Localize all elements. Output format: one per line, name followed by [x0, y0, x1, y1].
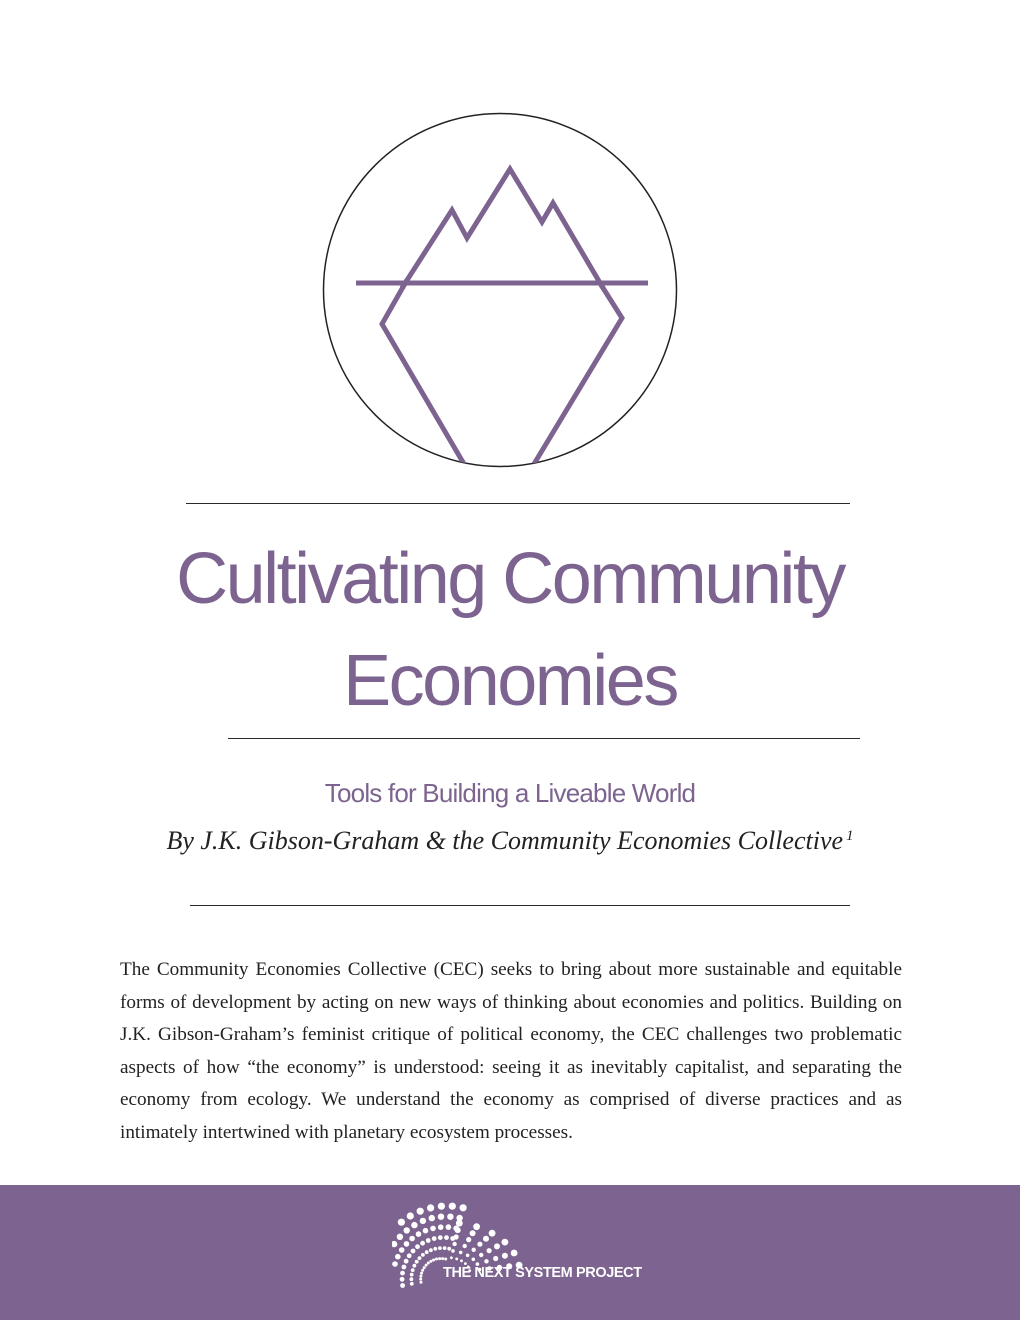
logo-dot [415, 1244, 420, 1249]
logo-dot [410, 1273, 414, 1277]
logo-dot [427, 1204, 434, 1211]
logo-dot [407, 1253, 412, 1258]
logo-dot [410, 1277, 414, 1281]
logo-dot [438, 1214, 444, 1220]
logo-dot [420, 1241, 425, 1246]
divider-under-byline [190, 905, 850, 906]
logo-dot [423, 1266, 426, 1269]
byline-text: By J.K. Gibson-Graham & the Community Economies Collective [166, 826, 844, 855]
logo-dot [444, 1258, 447, 1261]
logo-dot [425, 1250, 429, 1254]
logo-dot [413, 1264, 417, 1268]
footer-band [0, 1185, 1020, 1320]
logo-dot [399, 1247, 405, 1253]
logo-dot [411, 1249, 416, 1254]
logo-dot [425, 1264, 428, 1267]
logo-dot [502, 1239, 509, 1246]
logo-dot [443, 1246, 447, 1250]
footer-logo-text: THE NEXT SYSTEM PROJECT [443, 1265, 642, 1281]
abstract-paragraph: The Community Economies Collective (CEC) seeks to bring about more sustainable and equitable forms of development by acting on new ways of thinking about economies and politics. Building on J.K. Gibson-Graham’s feminist critique of political economy, the CEC challenges two problematic aspects of how “the economy” is understood: seeing it as inevitably capitalist, and separating the economy from ecology. We understand the economy as comprised of diverse practices and as intimately intertwined with planetary ecosystem processes. [120, 959, 902, 1143]
logo-dot [438, 1224, 444, 1230]
logo-dot [397, 1234, 403, 1240]
logo-dot [438, 1246, 442, 1250]
logo-dot [400, 1271, 405, 1276]
logo-dot [450, 1256, 453, 1259]
divider-under-title [228, 738, 860, 739]
document-title [0, 528, 1020, 732]
logo-dot [410, 1282, 414, 1286]
logo-dot [407, 1212, 414, 1219]
logo-dot [429, 1248, 433, 1252]
iceberg-peaks [402, 169, 603, 288]
logo-dot [430, 1226, 436, 1232]
logo-dot [400, 1277, 405, 1282]
logo-dot [459, 1251, 463, 1255]
logo-dot [447, 1247, 451, 1251]
iceberg-emblem [322, 112, 678, 468]
logo-dot [460, 1259, 463, 1262]
logo-dot [435, 1258, 438, 1261]
logo-dot [502, 1253, 508, 1259]
logo-dot [494, 1243, 500, 1249]
logo-dot [429, 1215, 435, 1221]
logo-dot [460, 1204, 467, 1211]
logo-dot [484, 1259, 488, 1263]
logo-dot [404, 1227, 410, 1233]
logo-dot [438, 1203, 445, 1210]
logo-dot [470, 1230, 476, 1236]
logo-dot [418, 1256, 422, 1260]
byline [0, 826, 1020, 856]
iceberg-underwater-right [534, 280, 622, 464]
logo-dot [419, 1278, 422, 1281]
logo-dot [402, 1265, 407, 1270]
logo-dot [419, 1275, 422, 1278]
logo-dot [420, 1281, 423, 1284]
logo-dot [444, 1235, 449, 1240]
logo-dot [421, 1269, 424, 1272]
logo-dot [452, 1242, 456, 1246]
logo-dot [511, 1250, 518, 1257]
logo-dot [466, 1237, 471, 1242]
divider-top [186, 503, 850, 504]
title-line-2: Economies [343, 641, 677, 721]
logo-dot [392, 1261, 398, 1267]
logo-dot [441, 1257, 444, 1260]
logo-dot [449, 1203, 456, 1210]
logo-dot [400, 1283, 405, 1288]
logo-dot [392, 1241, 397, 1247]
logo-dot [411, 1268, 415, 1272]
logo-dot [463, 1244, 467, 1248]
iceberg-icon [356, 169, 648, 464]
logo-dot [432, 1236, 437, 1241]
logo-dot [415, 1260, 419, 1264]
logo-dot [438, 1257, 441, 1260]
logo-dot [432, 1259, 435, 1262]
footnote-marker: 1 [846, 828, 854, 844]
logo-dot [438, 1235, 443, 1240]
logo-dot [456, 1220, 463, 1227]
logo-dot [479, 1253, 483, 1257]
logo-dot [493, 1256, 498, 1261]
logo-dot [398, 1219, 405, 1226]
logo-dot [455, 1227, 461, 1233]
logo-dot [433, 1247, 437, 1251]
document-subtitle: Tools for Building a Liveable World [324, 778, 696, 808]
logo-dot [477, 1242, 482, 1247]
logo-dot [472, 1258, 476, 1262]
logo-dot [483, 1236, 489, 1242]
logo-dot [429, 1260, 432, 1263]
logo-dot [451, 1249, 455, 1253]
logo-dot [411, 1222, 417, 1228]
title-line-1: Cultivating Community [176, 539, 844, 619]
logo-dot [420, 1218, 426, 1224]
emblem-circle [324, 114, 677, 467]
logo-dot [404, 1259, 409, 1264]
logo-dot [416, 1231, 422, 1237]
logo-dot [466, 1254, 470, 1258]
logo-dot [426, 1238, 431, 1243]
logo-dot [420, 1272, 423, 1275]
logo-dot [446, 1224, 452, 1230]
logo-dot [404, 1241, 410, 1247]
logo-dot [417, 1208, 424, 1215]
logo-dot [427, 1262, 430, 1265]
logo-dot [447, 1214, 453, 1220]
logo-dot [473, 1223, 480, 1230]
logo-dot [423, 1228, 429, 1234]
logo-dot [421, 1253, 425, 1257]
iceberg-underwater [382, 280, 464, 464]
dot-burst-logo-icon [392, 1199, 632, 1309]
logo-dot [409, 1236, 415, 1242]
logo-dot [395, 1254, 401, 1260]
logo-dot [472, 1248, 476, 1252]
logo-dot [455, 1258, 458, 1261]
logo-dot [487, 1248, 492, 1253]
logo-dot [489, 1230, 496, 1237]
logo-dot [454, 1234, 459, 1239]
